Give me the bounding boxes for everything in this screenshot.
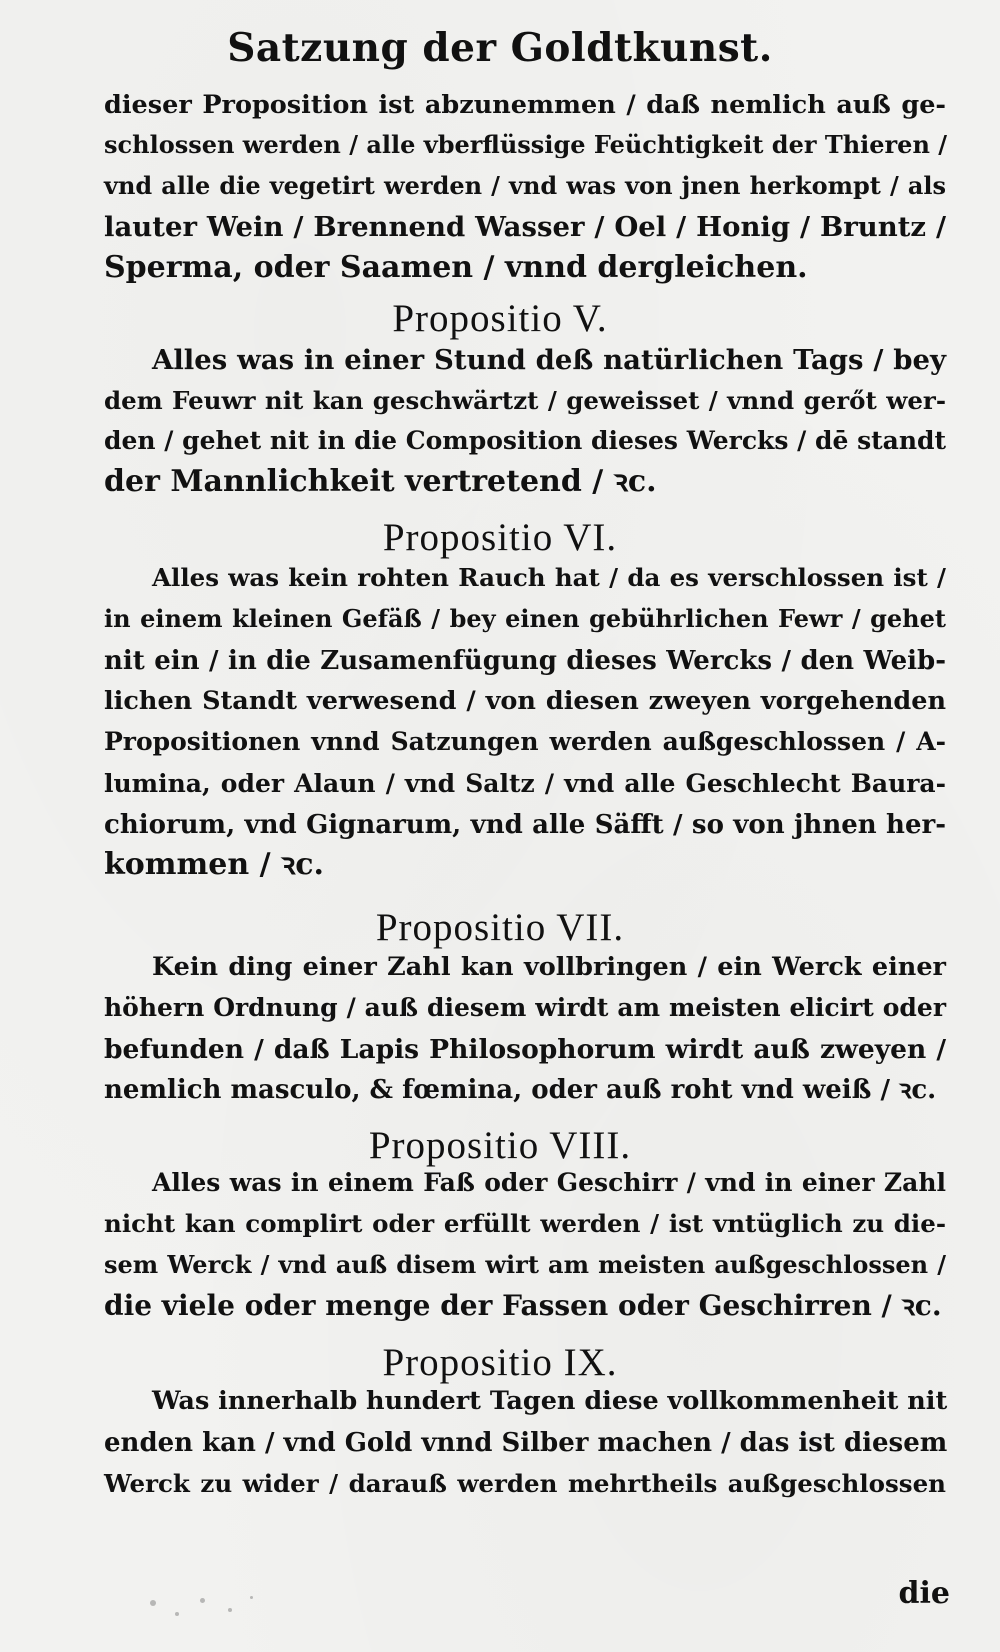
text-line: vnd alle die vegetirt werden / vnd was von jnen herkompt / als [104,171,946,200]
text-line: lauter Wein / Brennend Wasser / Oel / Honig / Bruntz / [104,211,946,243]
text-line: den / gehet nit in die Composition dieses Wercks / dē standt [104,426,947,455]
text-line: chiorum, vnd Gignarum, vnd alle Säfft / so von jhnen her- [104,810,946,840]
ink-speck [250,1596,253,1599]
text-line: schlossen werden / alle vberflüssige Feüchtigkeit der Thieren / [104,130,948,159]
proposition-heading: Propositio IX. [382,1341,618,1384]
text-line: Kein ding einer Zahl kan vollbringen / ein Werck einer [152,952,946,982]
text-line: lumina, oder Alaun / vnd Saltz / vnd alle Geschlecht Baura- [104,769,946,798]
ink-speck [175,1612,179,1616]
text-line: Werck zu wider / darauß werden mehrtheils außgeschlossen [104,1469,946,1498]
text-line: nit ein / in die Zusamenfügung dieses Wercks / den Weib- [104,646,946,676]
text-line: lichen Standt verwesend / von diesen zweyen vorgehenden [104,686,946,716]
text-line: nemlich masculo, & fœmina, oder auß roht vnd weiß / ꝛc. [104,1075,937,1105]
proposition-heading: Propositio VIII. [368,1124,632,1167]
text-line: der Mannlichkeit vertretend / ꝛc. [104,464,657,499]
text-line: dieser Proposition ist abzunemmen / daß nemlich auß ge- [104,90,946,120]
proposition-heading: Propositio VI. [382,516,618,559]
text-line: enden kan / vnd Gold vnnd Silber machen / das ist diesem [104,1428,948,1458]
text-line: die viele oder menge der Fassen oder Geschirren / ꝛc. [104,1289,942,1322]
ink-speck [200,1598,205,1603]
text-line: sem Werck / vnd auß disem wirt am meisten außgeschlossen / [104,1250,946,1279]
text-line: Was innerhalb hundert Tagen diese vollkommenheit nit [152,1386,948,1416]
text-line: befunden / daß Lapis Philosophorum wirdt auß zweyen / [104,1034,946,1065]
text-line: Alles was in einer Stund deß natürlichen Tags / bey [152,344,946,376]
catchword: die [898,1576,950,1611]
text-line: Alles was in einem Faß oder Geschirr / vnd in einer Zahl [152,1168,946,1197]
text-line: höhern Ordnung / auß diesem wirdt am meisten elicirt oder [104,993,946,1022]
text-line: Alles was kein rohten Rauch hat / da es verschlossen ist / [152,563,946,592]
proposition-heading: Propositio VII. [375,906,625,949]
text-line: Sperma, oder Saamen / vnnd dergleichen. [104,250,808,285]
text-line: kommen / ꝛc. [104,847,324,882]
text-line: Propositionen vnnd Satzungen werden außgeschlossen / A- [104,727,946,756]
text-line: in einem kleinen Gefäß / bey einen gebührlichen Fewr / gehet [104,604,946,633]
running-head: Satzung der Goldtkunst. [227,25,773,71]
proposition-heading: Propositio V. [392,297,608,340]
text-line: nicht kan complirt oder erfüllt werden / ist vntüglich zu die- [104,1209,946,1238]
ink-speck [150,1600,156,1606]
ink-speck [228,1608,232,1612]
text-line: dem Feuwr nit kan geschwärtzt / geweisset / vnnd gerőt wer- [104,386,946,415]
